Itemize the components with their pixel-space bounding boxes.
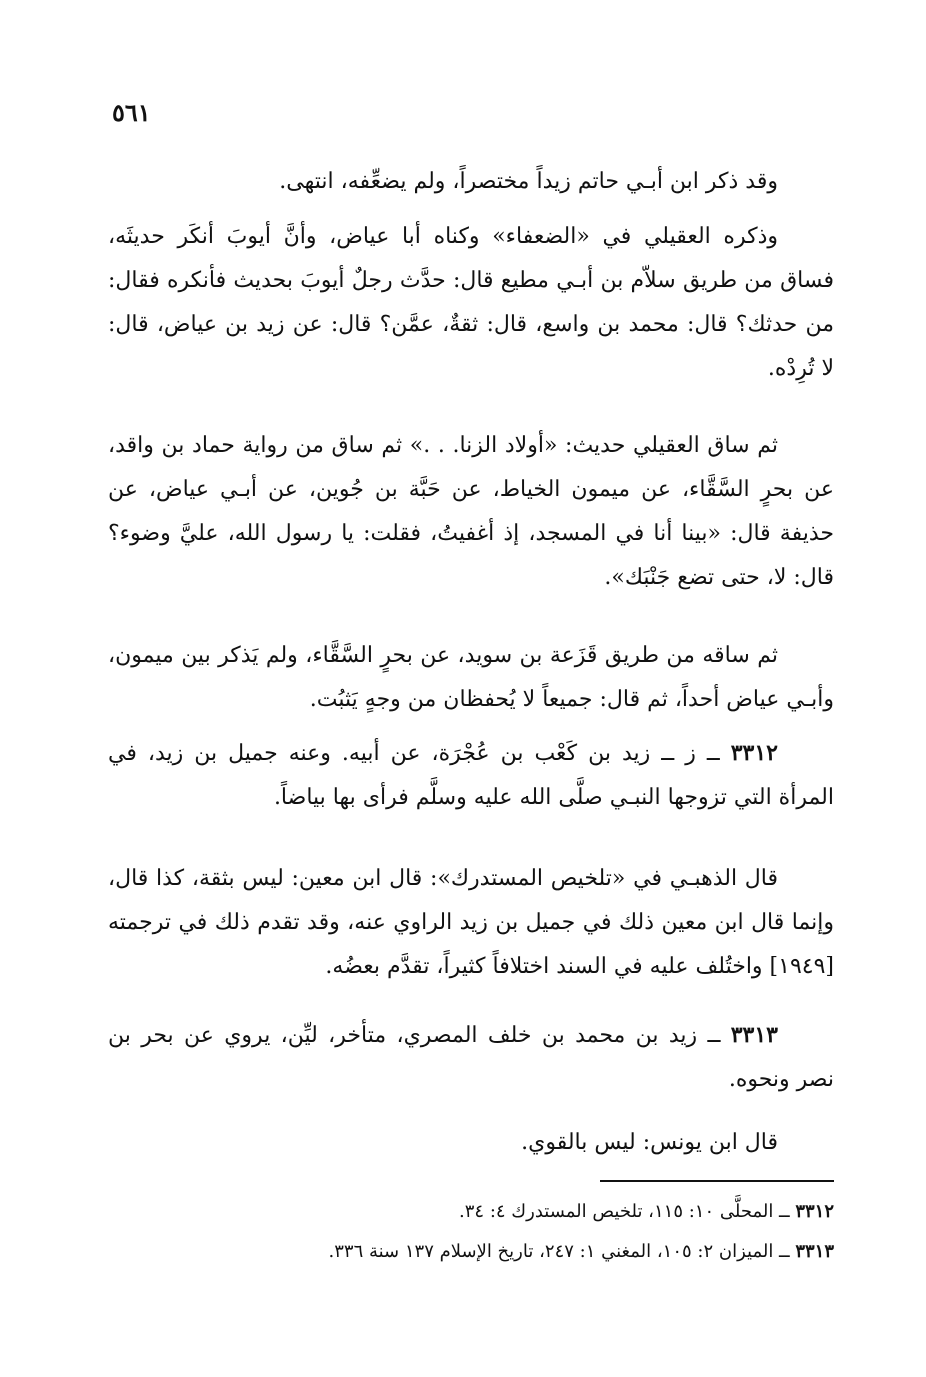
entry-3313-text: ــ زيد بن محمد بن خلف المصري، متأخر، ليِّن، يروي عن بحر بن نصر ونحوه. — [108, 1023, 834, 1092]
paragraph-dhahabi: قال الذهبـي في «تلخيص المستدرك»: قال ابن معين: ليس بثقة، كذا قال، وإنما قال ابن معين ذلك في جميل بن زيد الراوي عنه، وقد تقدم ذلك في ترجمته [١٩٤٩] واختُلف عليه في السند اختلافاً كثيراً، تقدَّم بعضُه. — [108, 866, 834, 979]
footnote-3313-number: ٣٣١٣ — [795, 1241, 834, 1262]
footnote-3313 — [108, 1236, 834, 1268]
entry-3312 — [108, 731, 834, 820]
entry-3313 — [108, 1013, 834, 1102]
entry-3312-number: ٣٣١٢ — [730, 740, 778, 766]
paragraph-qazaa-route: ثم ساقه من طريق قَزَعة بن سويد، عن بحرٍ السَّقَّاء، ولم يَذكر بين ميمون، وأبـي عياض أحداً، ثم قال: جميعاً لا يُحفظان من وجهٍ يَثبُت. — [108, 643, 834, 712]
paragraph-ibn-yunus: قال ابن يونس: ليس بالقوي. — [521, 1130, 778, 1155]
footnote-3312-number: ٣٣١٢ — [795, 1201, 834, 1222]
footnote-divider — [600, 1180, 834, 1182]
footnote-3312 — [108, 1196, 834, 1228]
paragraph-abi-hatim: وقد ذكر ابن أبـي حاتم زيداً مختصراً، ولم يضعِّفه، انتهى. — [279, 169, 778, 194]
footnote-3313-text: ــ الميزان ٢: ١٠٥، المغني ١: ٢٤٧، تاريخ الإسلام ١٣٧ سنة ٣٣٦. — [328, 1241, 796, 1262]
entry-3312-text: ــ ز ــ زيد بن كَعْب بن عُجْرَة، عن أبيه. وعنه جميل بن زيد، في المرأة التي تزوجها النبـي صلَّى الله عليه وسلَّم فرأى بها بياضاً. — [108, 741, 834, 810]
footnote-3312-text: ــ المحلَّى ١٠: ١١٥، تلخيص المستدرك ٤: ٣٤. — [459, 1201, 796, 1222]
page-number: ٥٦١ — [112, 98, 151, 127]
entry-3313-number: ٣٣١٣ — [730, 1022, 778, 1048]
paragraph-uqaili-duafa: وذكره العقيلي في «الضعفاء» وكناه أبا عياض، وأنَّ أيوبَ أنكَر حديثَه، فساق من طريق سلاّم بن أبـي مطيع قال: حدَّث رجلٌ أيوبَ بحديث فأنكره فقال: من حدثك؟ قال: محمد بن واسع، قال: ثقةٌ، عمَّن؟ قال: عن زيد بن عياض، قال: لا تُرِدْه. — [108, 224, 834, 381]
paragraph-awlad-zina: ثم ساق العقيلي حديث: «أولاد الزنا. . .» ثم ساق من رواية حماد بن واقد، عن بحرٍ السَّقَّاء، عن ميمون الخياط، عن حَبَّة بن جُوين، عن أبـي عياض، عن حذيفة قال: «بينا أنا في المسجد، إذ أغفيتُ، فقلت: يا رسول الله، عليَّ وضوء؟ قال: لا، حتى تضع جَنْبَك». — [108, 433, 834, 590]
